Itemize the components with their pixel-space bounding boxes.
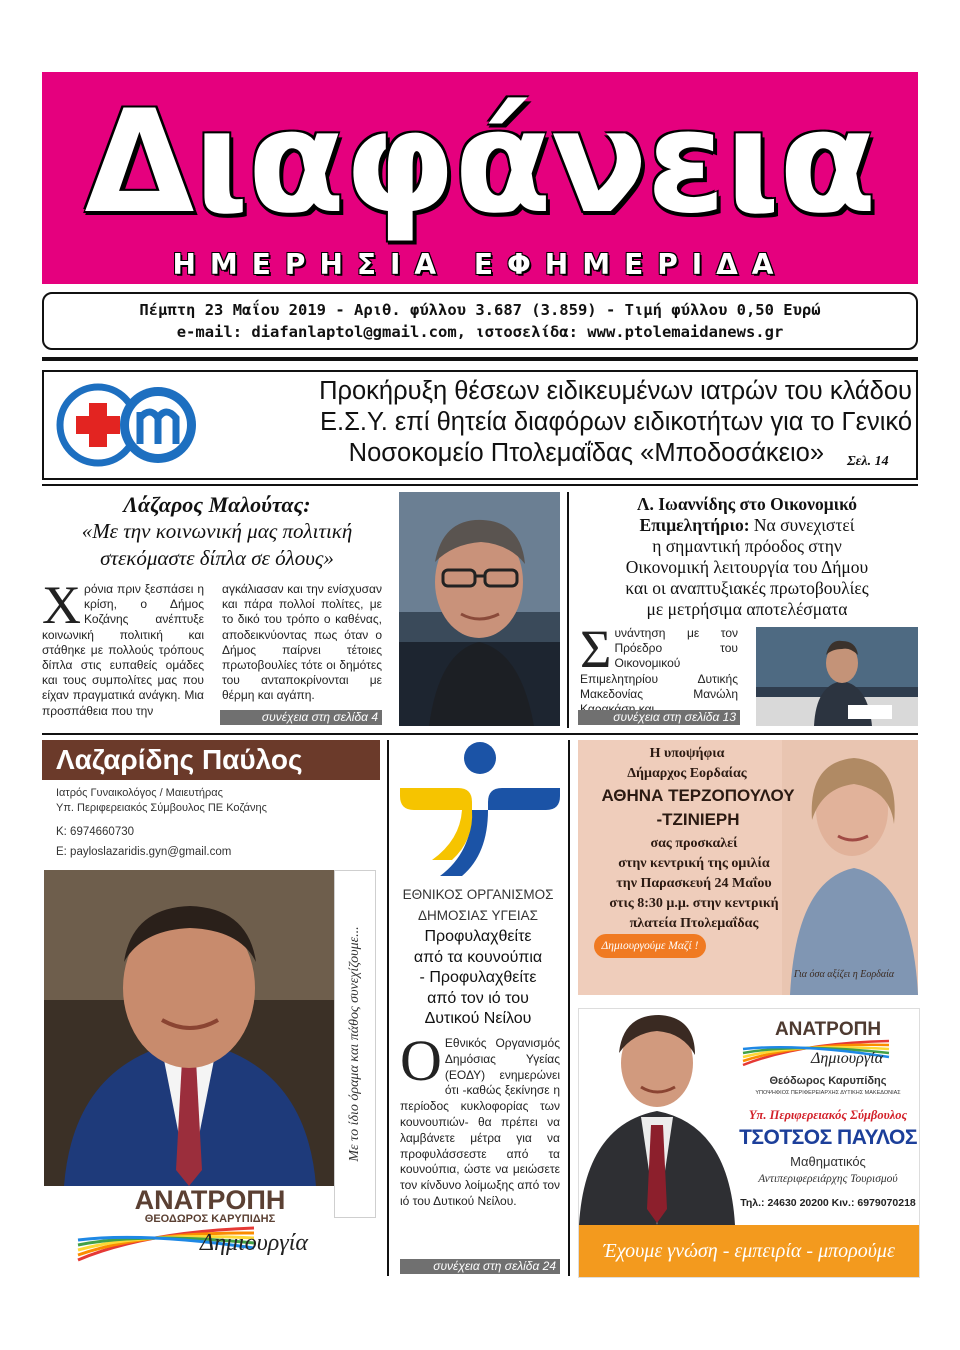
headline-line: με μετρήσιμα αποτελέσματα xyxy=(646,599,848,619)
eody-org-line: ΕΘΝΙΚΟΣ ΟΡΓΑΝΙΣΜΟΣ xyxy=(402,887,554,902)
announcement-line: Νοσοκομείο Πτολεμαΐδας «Μποδοσάκειο» xyxy=(348,439,824,467)
announcement-line: Ε.Σ.Υ. επί θητεία διαφόρων ειδικοτήτων για το Γενικό xyxy=(320,408,912,436)
dropcap: Ο xyxy=(400,1028,442,1093)
ad-line: σας προσκαλεί xyxy=(650,836,738,851)
article-quote-line: στεκόμαστε δίπλα σε όλους» xyxy=(100,546,334,570)
ad-line: Δήμαρχος Εορδαίας xyxy=(627,766,747,781)
announcement-headline xyxy=(212,376,912,469)
party-tagline: Δημιουργία xyxy=(811,1050,883,1067)
article-body xyxy=(580,619,738,717)
article-title: Λάζαρος Μαλούτας: xyxy=(123,492,311,517)
article-headline xyxy=(576,494,918,620)
column-separator xyxy=(568,740,570,1276)
announcement-line: Προκήρυξη θέσεων ειδικευμένων ιατρών του κλάδου xyxy=(319,377,912,405)
issue-contact-line[interactable]: e-mail: diafanlaptol@gmail.com, ιστοσελίδα: www.ptolemaidanews.gr xyxy=(176,323,784,341)
tsotsos-ad[interactable] xyxy=(578,1008,920,1278)
hospital-cross-logo-icon xyxy=(54,382,204,468)
newspaper-subtitle: ΗΜΕΡΗΣΙΑ ΕΦΗΜΕΡΙΔΑ xyxy=(172,248,788,281)
issue-info-box xyxy=(42,292,918,350)
ad-line: στις 8:30 μ.μ. στην κεντρική xyxy=(609,896,779,911)
article-column-2: αγκάλιασαν και την ενίσχυσαν και πάρα πολλοί πολίτες, με το δικό του τρόπο ο καθένας, αποδεικνύοντας πως όταν ο Δήμος παίρνει τέτοιες πρωτοβουλίες τότε οι δημότες του ανταποκρίνονται με θέρμη και αγάπη. xyxy=(222,582,382,703)
campaign-slogan: Έχουμε γνώση - εμπειρία - μπορούμε xyxy=(579,1225,919,1277)
eody-headline xyxy=(392,927,564,1030)
role-line: Ιατρός Γυναικολόγος / Μαιευτήρας xyxy=(56,787,223,799)
maloutas-photo xyxy=(399,492,560,726)
campaign-slogan: Για όσα αξίζει η Εορδαία xyxy=(793,969,895,980)
signature-strip xyxy=(334,870,376,1218)
ad-invitation xyxy=(578,834,810,934)
candidate-name: ΤΣΟΤΣΟΣ ΠΑΥΛΟΣ xyxy=(739,1126,917,1149)
candidate-phones[interactable]: Τηλ.: 24630 20200 Κιν.: 6979070218 xyxy=(740,1197,916,1209)
headline-line: και οι αναπτυξιακές πρωτοβουλίες xyxy=(625,578,869,598)
eody-article[interactable] xyxy=(392,884,564,1030)
name-line: ΑΘΗΝΑ ΤΕΡΖΟΠΟΥΛΟΥ xyxy=(601,786,795,805)
phone-text[interactable]: Κ: 6974660730 xyxy=(56,826,135,838)
headline-line: Λ. Ιωαννίδης στο Οικονομικό xyxy=(636,494,858,514)
top-divider xyxy=(42,357,918,361)
candidate-photo xyxy=(579,1009,735,1225)
anatropi-logo-left xyxy=(74,1186,334,1272)
ad-intro xyxy=(582,744,792,784)
headline-line: Δυτικού Νείλου xyxy=(424,1010,532,1027)
headline-line: από τα κουνούπια xyxy=(413,948,543,966)
column-separator xyxy=(387,740,389,1276)
party-leader-sub: ΥΠΟΨΗΦΙΟΣ ΠΕΡΙΦΕΡΕΙΑΡΧΗΣ ΔΥΤΙΚΗΣ ΜΑΚΕΔΟΝΙΑΣ xyxy=(755,1090,901,1096)
campaign-badge: Δημιουργούμε Μαζί ! xyxy=(594,934,706,958)
eody-text-body: Εθνικός Οργανισμός Δημόσιας Υγείας (ΕΟΔΥ) ενημερώνει ότι -καθώς ξεκίνησε η περίοδος κυκλοφορίας των κουνουπιών- θα πρέπει να λαμβάνετε μέτρα για να προφυλάσσεστε από τα κουνούπια, ώστε να μειώσετε τον κίνδυνο λοίμωξης από τον ιό του Δυτικού Νείλου. xyxy=(400,1036,560,1208)
eody-logo-icon xyxy=(400,740,560,880)
dropcap: Χ xyxy=(42,575,81,635)
hospital-announcement[interactable] xyxy=(42,370,918,480)
headline-line: Οικονομική λειτουργία του Δήμου xyxy=(625,557,869,577)
headline-line: η σημαντική πρόοδος στην xyxy=(652,536,842,556)
candidate-name: Λαζαρίδης Παύλος xyxy=(56,744,303,775)
lazaridis-contacts xyxy=(56,822,376,862)
lazaridis-photo xyxy=(44,870,334,1186)
eody-org-line: ΔΗΜΟΣΙΑΣ ΥΓΕΙΑΣ xyxy=(417,908,538,923)
headline-line xyxy=(576,515,918,536)
candidate-name xyxy=(578,784,818,832)
headline-line: από τον ιό του xyxy=(427,989,529,1007)
lazaridis-roles xyxy=(56,786,376,816)
ad-line: πλατεία Πτολεμαΐδας xyxy=(629,916,759,931)
section-divider xyxy=(42,484,918,486)
candidate-profession: Μαθηματικός xyxy=(790,1154,866,1169)
ad-line: την Παρασκευή 24 Μαΐου xyxy=(616,876,772,891)
section-divider xyxy=(42,733,918,735)
candidate-office: Αντιπεριφερειάρχης Τουρισμού xyxy=(758,1173,898,1185)
article-maloutas[interactable] xyxy=(42,492,392,728)
announcement-page-ref[interactable]: Σελ. 14 xyxy=(847,454,889,469)
terzopoulou-ad[interactable] xyxy=(578,740,918,995)
headline-line: - Προφυλαχθείτε xyxy=(419,969,537,986)
article-column-1 xyxy=(42,575,204,719)
eody-body xyxy=(400,1028,560,1210)
continued-link[interactable]: συνέχεια στη σελίδα 4 xyxy=(220,710,382,725)
party-tagline: Δημιουργία xyxy=(200,1230,308,1256)
column-separator xyxy=(567,492,569,728)
article-quote-line: «Με την κοινωνική μας πολιτική xyxy=(81,519,353,543)
article-body: ρόνια πριν ξεσπάσει η κρίση, ο Δήμος Κοζάνης ανέπτυξε κοινωνική πολιτική και στάθηκε με πολλούς τρόπους δίπλα στις ευπαθείς ομάδες και τους συμπολίτες μας που είχαν πραγματικά ανάγκη. Μια προσπάθεια που την xyxy=(42,582,204,718)
meeting-photo xyxy=(756,627,918,726)
party-leader: ΘΕΟΔΩΡΟΣ ΚΑΡΥΠΙΔΗΣ xyxy=(144,1213,276,1225)
issue-date-line: Πέμπτη 23 Μαΐου 2019 - Αριθ. φύλλου 3.687 (3.859) - Τιμή φύλλου 0,50 Ευρώ xyxy=(139,301,821,319)
masthead xyxy=(42,72,918,284)
lazaridis-name-bar xyxy=(42,740,380,780)
role-line: Υπ. Περιφερειακός Σύμβουλος ΠΕ Κοζάνης xyxy=(56,802,267,814)
continued-link[interactable]: συνέχεια στη σελίδα 24 xyxy=(400,1259,560,1274)
headline-part: Επιμελητήριο: xyxy=(639,515,750,535)
headline-line: Προφυλαχθείτε xyxy=(424,928,532,945)
headline-part: Να συνεχιστεί xyxy=(749,515,855,535)
party-name: ΑΝΑΤΡΟΠΗ xyxy=(774,1019,882,1040)
article-text: υνάντηση με τον Πρόεδρο του Οικονομικού Επιμελητηρίου Δυτικής Μακεδονίας Μανώλη xyxy=(580,626,738,701)
party-name: ΑΝΑΤΡΟΠΗ xyxy=(134,1185,286,1215)
party-leader: Θεόδωρος Καρυπίδης xyxy=(769,1075,887,1087)
continued-link[interactable]: συνέχεια στη σελίδα 13 xyxy=(578,710,740,725)
newspaper-title: Διαφάνεια xyxy=(84,80,876,245)
signature-note: Με το ίδιο όραμα και πάθος συνεχίζουμε... xyxy=(347,926,362,1162)
name-line: -ΤΖΙΝΙΕΡΗ xyxy=(656,810,740,829)
email-text[interactable]: E: payloslazaridis.gyn@gmail.com xyxy=(56,846,232,858)
candidate-role: Υπ. Περιφερειακός Σύμβουλος xyxy=(748,1108,908,1122)
ad-line: Η υποψήφια xyxy=(649,746,725,761)
dropcap: Σ xyxy=(580,619,612,679)
ad-line: στην κεντρική της ομιλία xyxy=(618,856,770,871)
